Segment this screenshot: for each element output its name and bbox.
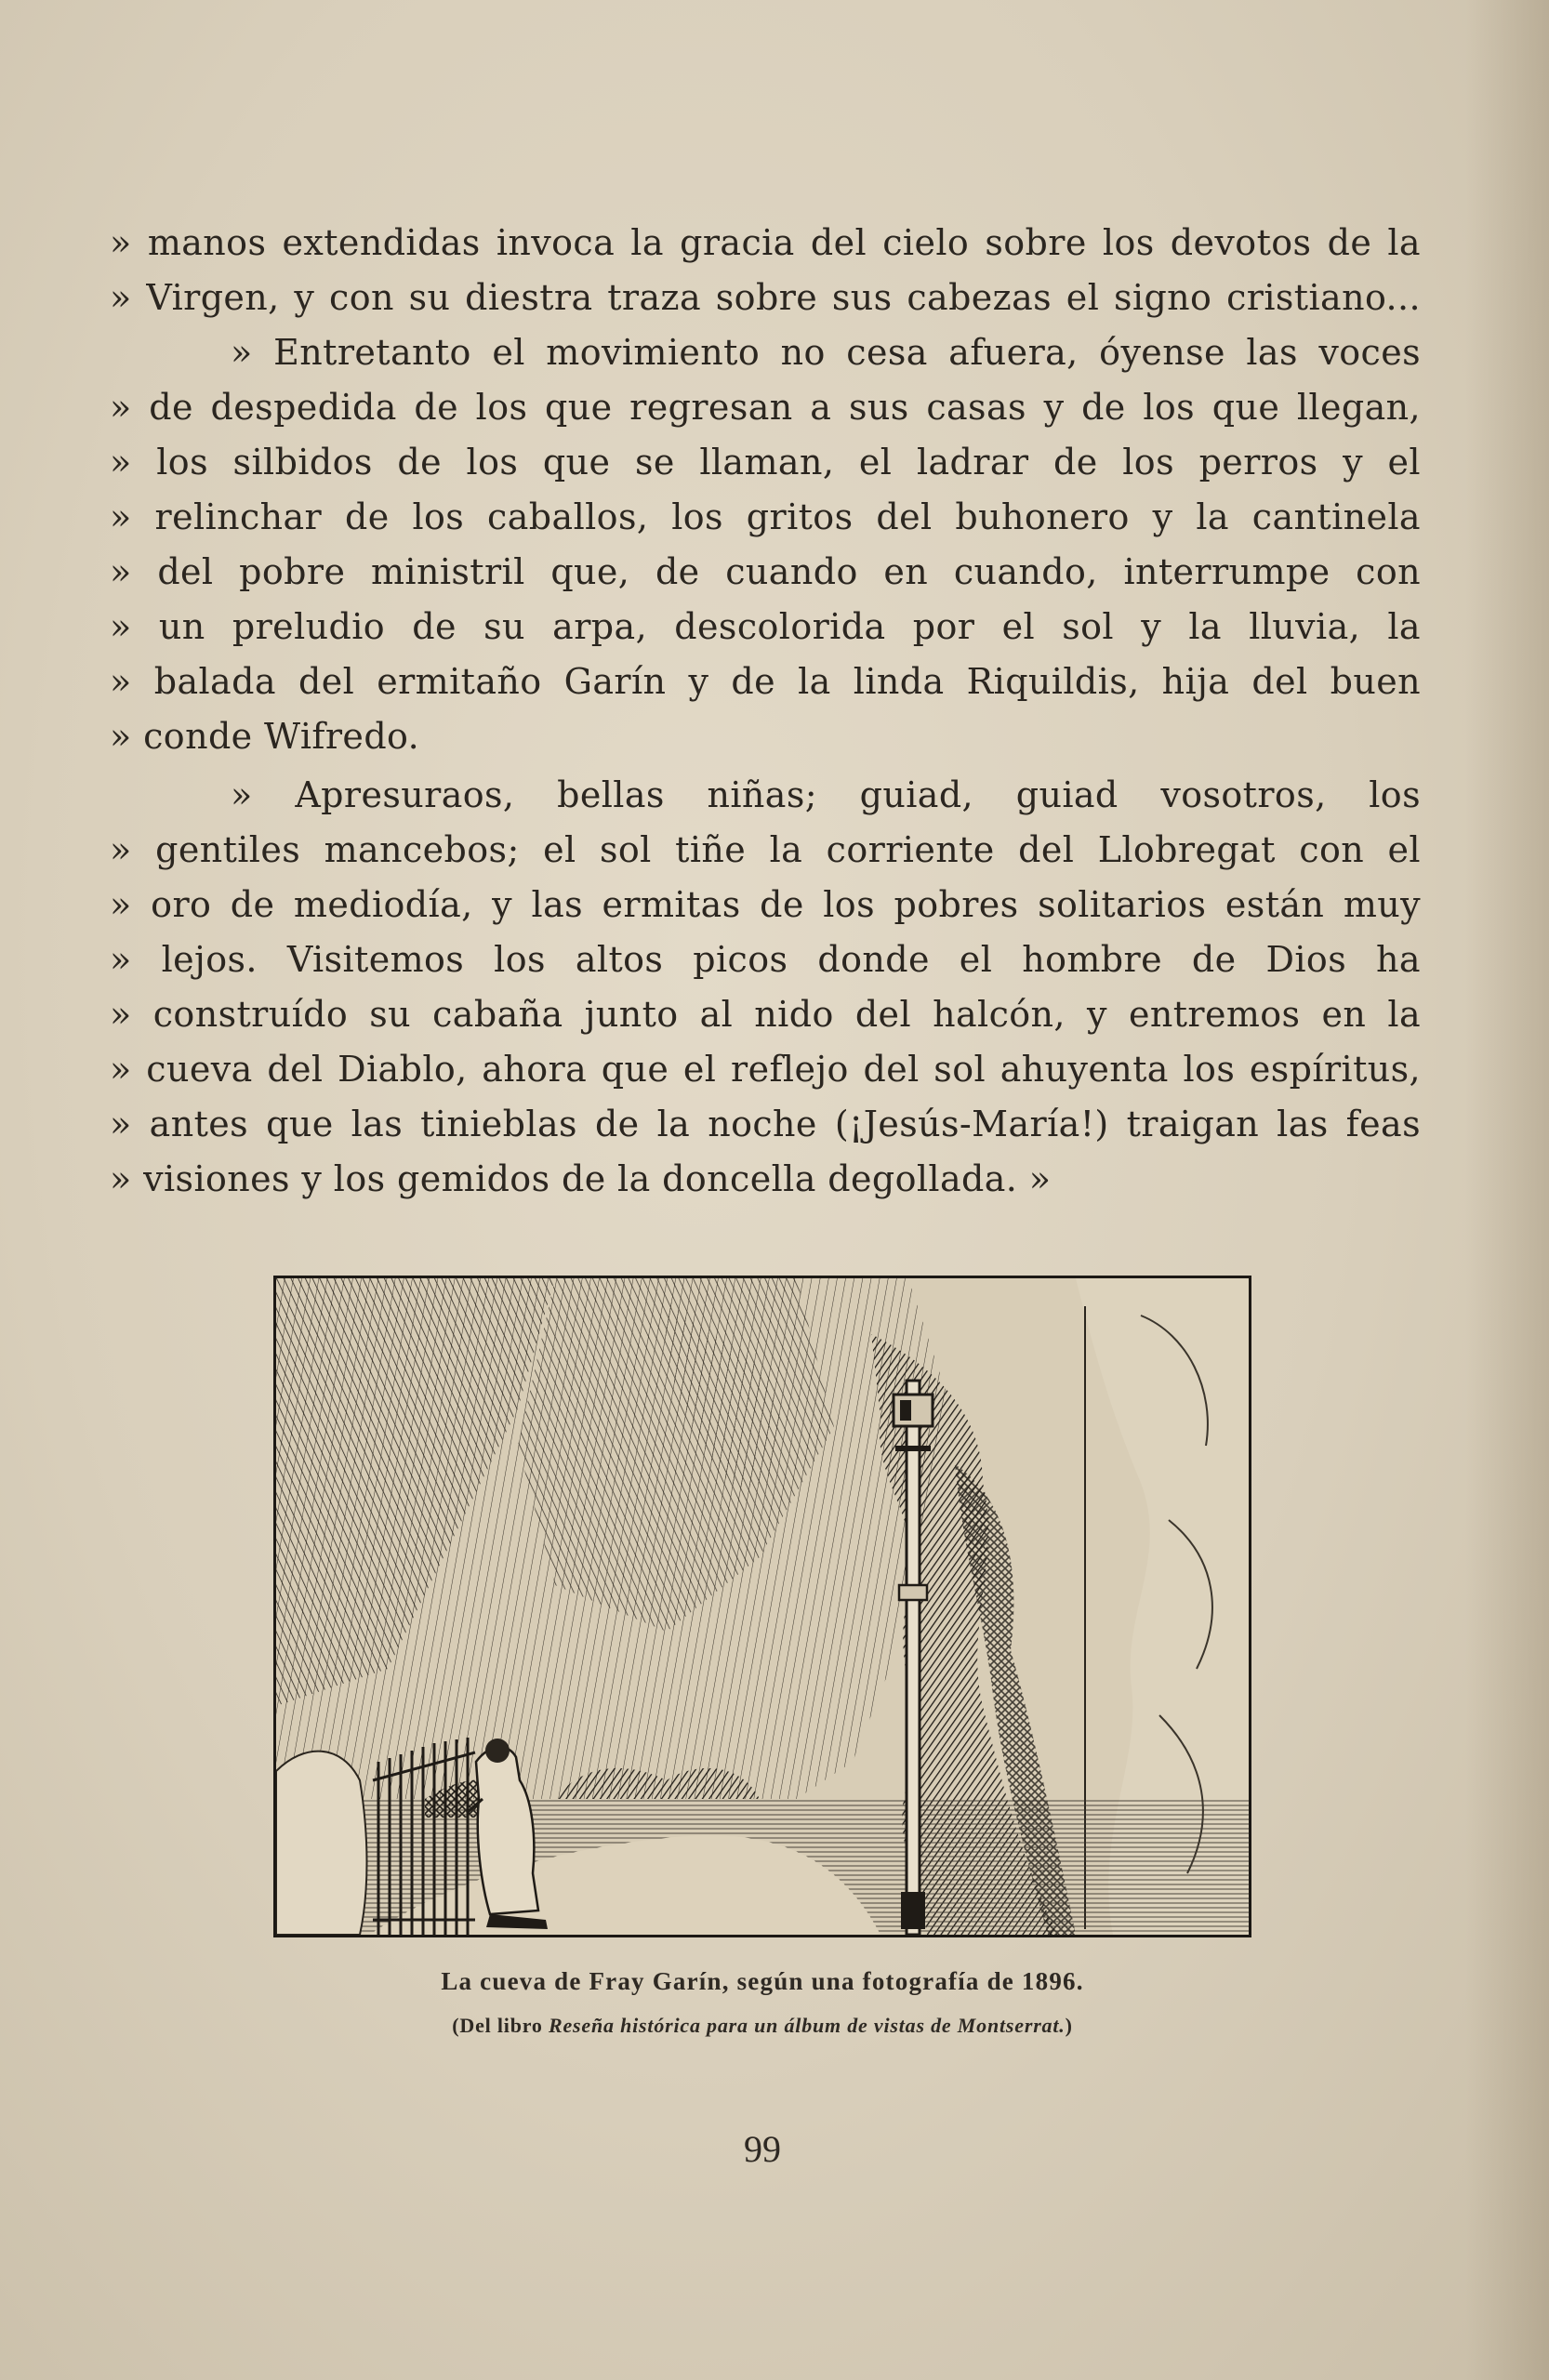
text-line: » balada del ermitaño Garín y de la linda Riquildis, hija del buen [110, 661, 1421, 702]
text-line: » del pobre ministril que, de cuando en cuando, interrumpe con [110, 551, 1421, 592]
text-line: » lejos. Visitemos los altos picos donde el hombre de Dios ha [110, 939, 1421, 980]
page-number: 99 [744, 2128, 781, 2170]
engraving-illustration [273, 1276, 1251, 1937]
text-line: » un preludio de su arpa, descolorida por el sol y la lluvia, la [110, 606, 1421, 647]
figure-source-note [273, 2014, 1251, 2038]
text-line: » visiones y los gemidos de la doncella degollada. » [110, 1158, 1052, 1199]
text-line: » conde Wifredo. [110, 716, 420, 757]
text-line: » Apresuraos, bellas niñas; guiad, guiad vosotros, los [231, 774, 1421, 815]
body-text [110, 216, 1421, 1207]
source-suffix: ) [1065, 2014, 1073, 2037]
text-line: » antes que las tinieblas de la noche (¡Jesús-María!) traigan las feas [110, 1104, 1421, 1144]
text-line: » Entretanto el movimiento no cesa afuera, óyense las voces [231, 332, 1421, 373]
text-line: » gentiles mancebos; el sol tiñe la corriente del Llobregat con el [110, 829, 1421, 870]
text-line: » relinchar de los caballos, los gritos del buhonero y la cantinela [110, 496, 1421, 537]
text-line: » los silbidos de los que se llaman, el ladrar de los perros y el [110, 442, 1421, 483]
text-line: » oro de mediodía, y las ermitas de los pobres solitarios están muy [110, 884, 1421, 925]
source-book-title: Reseña histórica para un álbum de vistas de Montserrat. [549, 2014, 1066, 2037]
text-line: » Virgen, y con su diestra traza sobre sus cabezas el signo cristiano... [110, 277, 1421, 318]
text-line: » cueva del Diablo, ahora que el reflejo del sol ahuyenta los espíritus, [110, 1049, 1421, 1090]
text-line: » de despedida de los que regresan a sus casas y de los que llegan, [110, 387, 1421, 428]
figure-caption: La cueva de Fray Garín, según una fotografía de 1896. [441, 1967, 1084, 1995]
source-prefix: (Del libro [452, 2014, 549, 2037]
text-line: » manos extendidas invoca la gracia del cielo sobre los devotos de la [110, 222, 1421, 263]
page-edge-shadow [1465, 0, 1549, 2380]
text-line: » construído su cabaña junto al nido del halcón, y entremos en la [110, 994, 1421, 1035]
